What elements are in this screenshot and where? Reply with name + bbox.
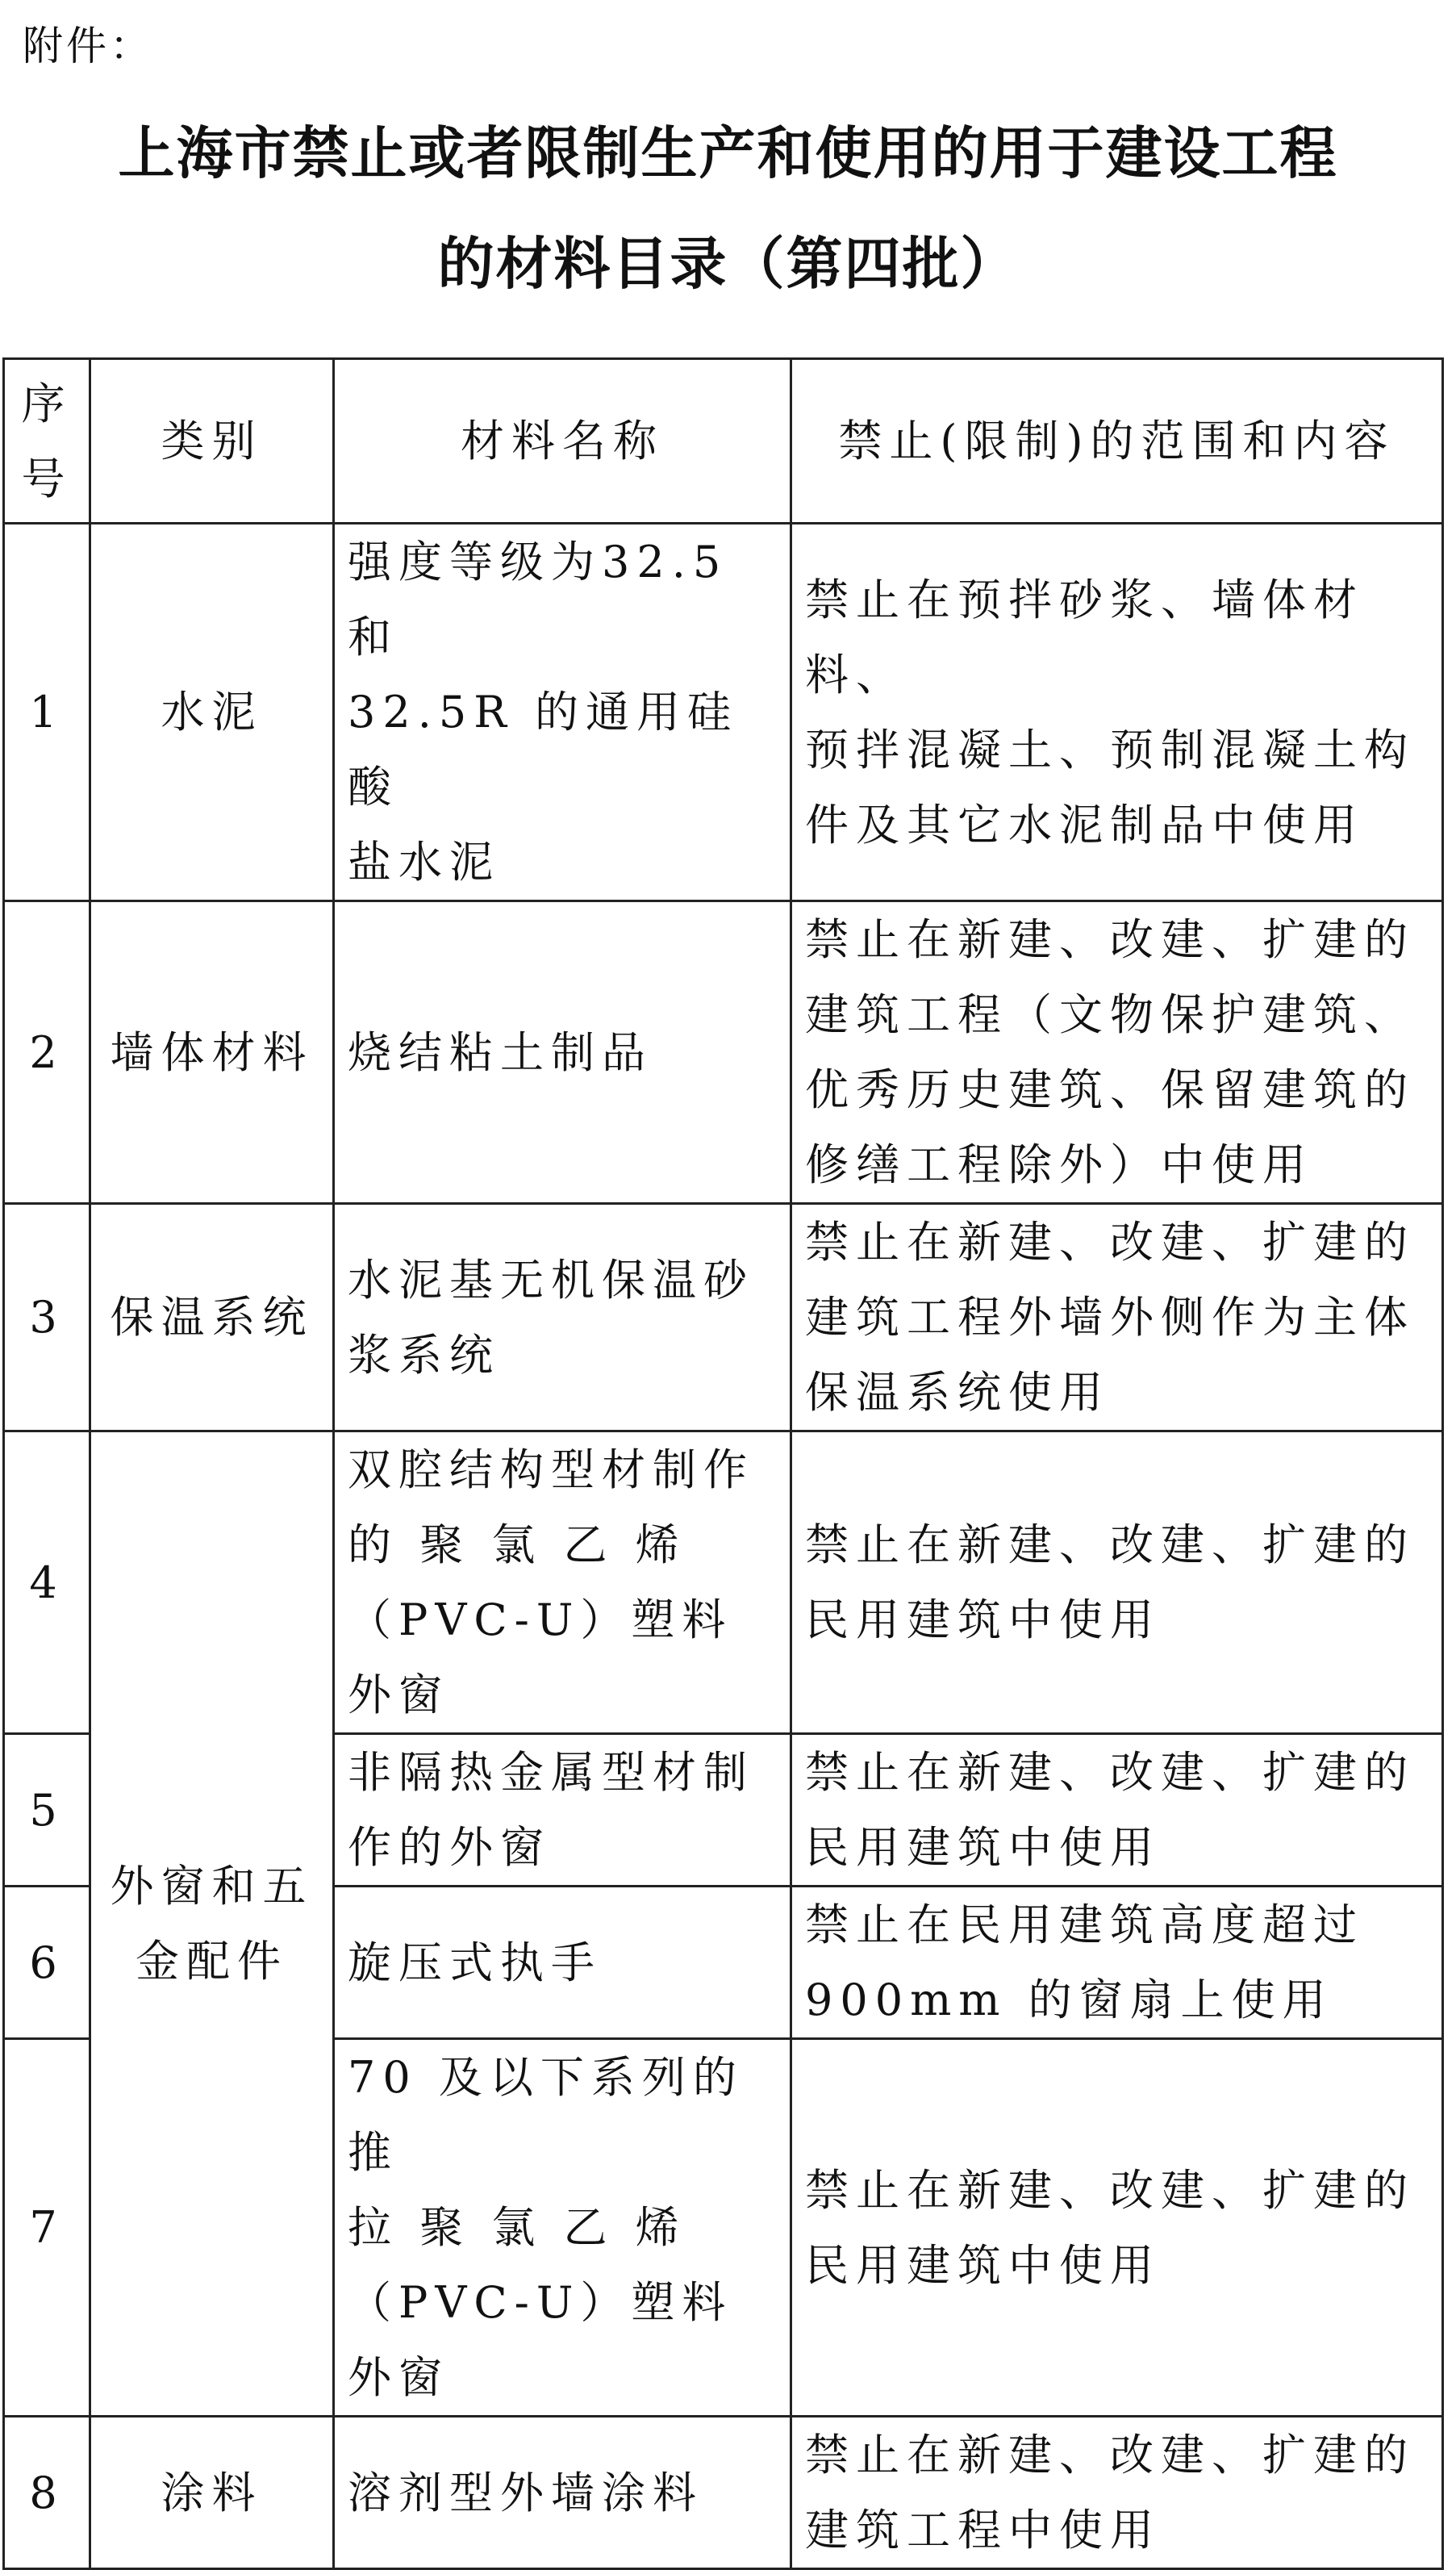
document-title-line-2: 的材料目录（第四批） <box>437 231 1019 297</box>
material-line: 旋压式执手 <box>348 1937 602 1988</box>
row-scope <box>791 1734 1443 1887</box>
table-row <box>4 524 1443 901</box>
material-line: 拉 聚 氯 乙 烯 <box>348 2202 686 2253</box>
header-serial-line-2: 号 <box>21 453 73 504</box>
attachment-label: 附件： <box>23 23 153 69</box>
row-material-name <box>334 1734 791 1887</box>
scope-line: 建筑工程（文物保护建筑、 <box>805 989 1415 1040</box>
material-line: 的 聚 氯 乙 烯 <box>348 1519 686 1570</box>
header-scope: 禁止(限制)的范围和内容 <box>791 359 1443 524</box>
row-number: 2 <box>4 901 90 1204</box>
scope-line: 民用建筑中使用 <box>805 1822 1161 1873</box>
row-material-name <box>334 2417 791 2569</box>
row-scope <box>791 901 1443 1204</box>
scope-line: 建筑工程外墙外侧作为主体 <box>805 1292 1415 1343</box>
row-scope <box>791 1431 1443 1734</box>
row-category: 墙体材料 <box>90 901 334 1204</box>
document-title-line-1: 上海市禁止或者限制生产和使用的用于建设工程 <box>118 120 1338 186</box>
material-line: 强度等级为32.5和 <box>348 537 728 662</box>
table-row <box>4 2417 1443 2569</box>
material-line: 作的外窗 <box>348 1822 551 1873</box>
scope-line: 禁止在新建、改建、扩建的 <box>805 1747 1415 1798</box>
material-line: 70 及以下系列的推 <box>348 2052 744 2178</box>
row-material-name <box>334 2039 791 2417</box>
row-number: 6 <box>4 1887 90 2039</box>
material-line: 溶剂型外墙涂料 <box>348 2467 703 2518</box>
table-row <box>4 1431 1443 1734</box>
material-line: 浆系统 <box>348 1329 500 1381</box>
scope-line: 禁止在民用建筑高度超过 <box>805 1899 1364 1950</box>
row-number: 5 <box>4 1734 90 1887</box>
category-line: 外窗和五 <box>110 1861 314 1912</box>
table-row <box>4 901 1443 1204</box>
row-number: 7 <box>4 2039 90 2417</box>
scope-line: 民用建筑中使用 <box>805 2239 1161 2291</box>
scope-line: 禁止在新建、改建、扩建的 <box>805 2430 1415 2480</box>
row-category: 涂料 <box>90 2417 334 2569</box>
scope-line: 修缮工程除外）中使用 <box>805 1139 1313 1190</box>
category-line: 金配件 <box>136 1936 288 1987</box>
row-number: 1 <box>4 524 90 901</box>
material-line: （PVC-U）塑料外窗 <box>348 1594 733 1720</box>
material-line: 水泥基无机保温砂 <box>348 1254 754 1306</box>
row-scope <box>791 2039 1443 2417</box>
material-line: 烧结粘土制品 <box>348 1026 653 1078</box>
scope-line: 预拌混凝土、预制混凝土构 <box>805 724 1415 775</box>
material-line: 盐水泥 <box>348 837 500 888</box>
material-line: 32.5R 的通用硅酸 <box>348 687 739 813</box>
row-material-name <box>334 1887 791 2039</box>
row-category-merged <box>90 1431 334 2417</box>
row-scope <box>791 524 1443 901</box>
scope-line: 建筑工程中使用 <box>805 2505 1161 2555</box>
scope-line: 优秀历史建筑、保留建筑的 <box>805 1064 1415 1115</box>
row-material-name <box>334 901 791 1204</box>
material-line: 非隔热金属型材制 <box>348 1747 754 1798</box>
scope-line: 禁止在新建、改建、扩建的 <box>805 1217 1415 1268</box>
row-scope <box>791 1887 1443 2039</box>
row-scope <box>791 1204 1443 1431</box>
row-scope <box>791 2417 1443 2569</box>
row-material-name <box>334 1204 791 1431</box>
scope-line: 禁止在预拌砂浆、墙体材料、 <box>805 574 1364 700</box>
scope-line: 禁止在新建、改建、扩建的 <box>805 2164 1415 2216</box>
row-category: 保温系统 <box>90 1204 334 1431</box>
material-line: （PVC-U）塑料外窗 <box>348 2277 733 2403</box>
scope-line: 禁止在新建、改建、扩建的 <box>805 1519 1415 1570</box>
scope-line: 900mm 的窗扇上使用 <box>805 1975 1333 2025</box>
header-serial-number <box>4 359 90 524</box>
header-category: 类别 <box>90 359 334 524</box>
row-number: 4 <box>4 1431 90 1734</box>
row-material-name <box>334 524 791 901</box>
row-category: 水泥 <box>90 524 334 901</box>
scope-line: 保温系统使用 <box>805 1367 1110 1418</box>
scope-line: 件及其它水泥制品中使用 <box>805 799 1364 850</box>
header-serial-line-1: 序 <box>21 378 73 429</box>
row-number: 8 <box>4 2417 90 2569</box>
materials-catalog-table <box>2 357 1444 2570</box>
scope-line: 民用建筑中使用 <box>805 1594 1161 1645</box>
table-header-row <box>4 359 1443 524</box>
row-number: 3 <box>4 1204 90 1431</box>
material-line: 双腔结构型材制作 <box>348 1444 754 1495</box>
row-material-name <box>334 1431 791 1734</box>
scope-line: 禁止在新建、改建、扩建的 <box>805 914 1415 965</box>
table-row <box>4 1204 1443 1431</box>
header-material-name: 材料名称 <box>334 359 791 524</box>
